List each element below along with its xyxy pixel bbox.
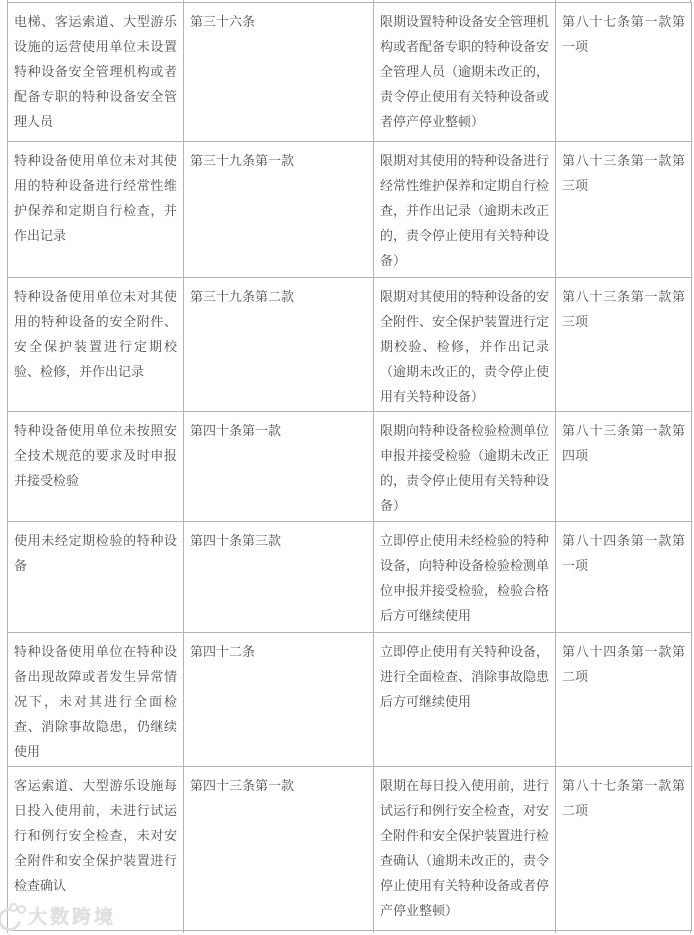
measure-cell: 限期对其使用的特种设备的安全附件、安全保护装置进行定期校验、检修，并作出记录（逾期未改正的，责令停止使用有关特种设备） (374, 278, 556, 412)
basis-cell: 第八十三条第一款第三项 (556, 278, 692, 412)
table-row (8, 142, 692, 278)
basis-cell: 第八十四条第一款第一项 (556, 522, 692, 633)
measure-cell: 限期对其使用的特种设备进行经常性维护保养和定期自行检查，并作出记录（逾期未改正的，责令停止使用有关特种设备） (374, 142, 556, 278)
table-row (8, 3, 692, 142)
basis-cell: 第八十三条第一款第四项 (556, 412, 692, 522)
violation-cell: 使用未经定期检验的特种设备 (8, 522, 184, 633)
measure-cell: 限期在每日投入使用前，进行试运行和例行安全检查，对安全附件和安全保护装置进行检查确认（逾期未改正的，责令停止使用有关特种设备或者停产停业整顿） (374, 767, 556, 931)
basis-cell: 第八十七条第一款第二项 (556, 767, 692, 931)
measure-cell: 立即停止使用未经检验的特种设备，向特种设备检验检测单位申报并接受检验，检验合格后方可继续使用 (374, 522, 556, 633)
violation-cell: 特种设备使用单位未对其使用的特种设备的安全附件、安全保护装置进行定期校验、检修，并作出记录 (8, 278, 184, 412)
violation-cell: 特种设备使用单位未按照安全技术规范的要求及时申报并接受检验 (8, 412, 184, 522)
table-row (8, 278, 692, 412)
violation-cell: 客运索道、大型游乐设施每日投入使用前，未进行试运行和例行安全检查，未对安全附件和安全保护装置进行检查确认 (8, 767, 184, 931)
measure-cell: 立即停止使用有关特种设备，进行全面检查、消除事故隐患后方可继续使用 (374, 633, 556, 767)
article-cell: 第四十条第一款 (184, 412, 374, 522)
article-cell: 第四十二条 (184, 633, 374, 767)
violation-cell: 电梯、客运索道、大型游乐设施的运营使用单位未设置特种设备安全管理机构或者配备专职的特种设备安全管理人员 (8, 3, 184, 142)
article-cell: 第四十三条第一款 (184, 767, 374, 931)
table-row (8, 633, 692, 767)
article-cell: 第四十条第三款 (184, 522, 374, 633)
article-cell: 第三十六条 (184, 3, 374, 142)
article-cell: 第三十九条第一款 (184, 142, 374, 278)
measure-cell: 限期设置特种设备安全管理机构或者配备专职的特种设备安全管理人员（逾期未改正的，责令停止使用有关特种设备或者停产停业整顿） (374, 3, 556, 142)
watermark-text: 大数跨境 (28, 907, 117, 928)
regulation-penalty-table (7, 2, 692, 931)
article-cell: 第三十九条第二款 (184, 278, 374, 412)
table-row (8, 767, 692, 931)
violation-cell: 特种设备使用单位未对其使用的特种设备进行经常性维护保养和定期自行检查，并作出记录 (8, 142, 184, 278)
regulation-table-wrap (7, 2, 691, 931)
measure-cell: 限期向特种设备检验检测单位申报并接受检验（逾期未改正的，责令停止使用有关特种设备） (374, 412, 556, 522)
violation-cell: 特种设备使用单位在特种设备出现故障或者发生异常情况下，未对其进行全面检查、消除事故隐患，仍继续使用 (8, 633, 184, 767)
basis-cell: 第八十四条第一款第二项 (556, 633, 692, 767)
basis-cell: 第八十七条第一款第一项 (556, 3, 692, 142)
table-row (8, 522, 692, 633)
basis-cell: 第八十三条第一款第三项 (556, 142, 692, 278)
table-row (8, 412, 692, 522)
